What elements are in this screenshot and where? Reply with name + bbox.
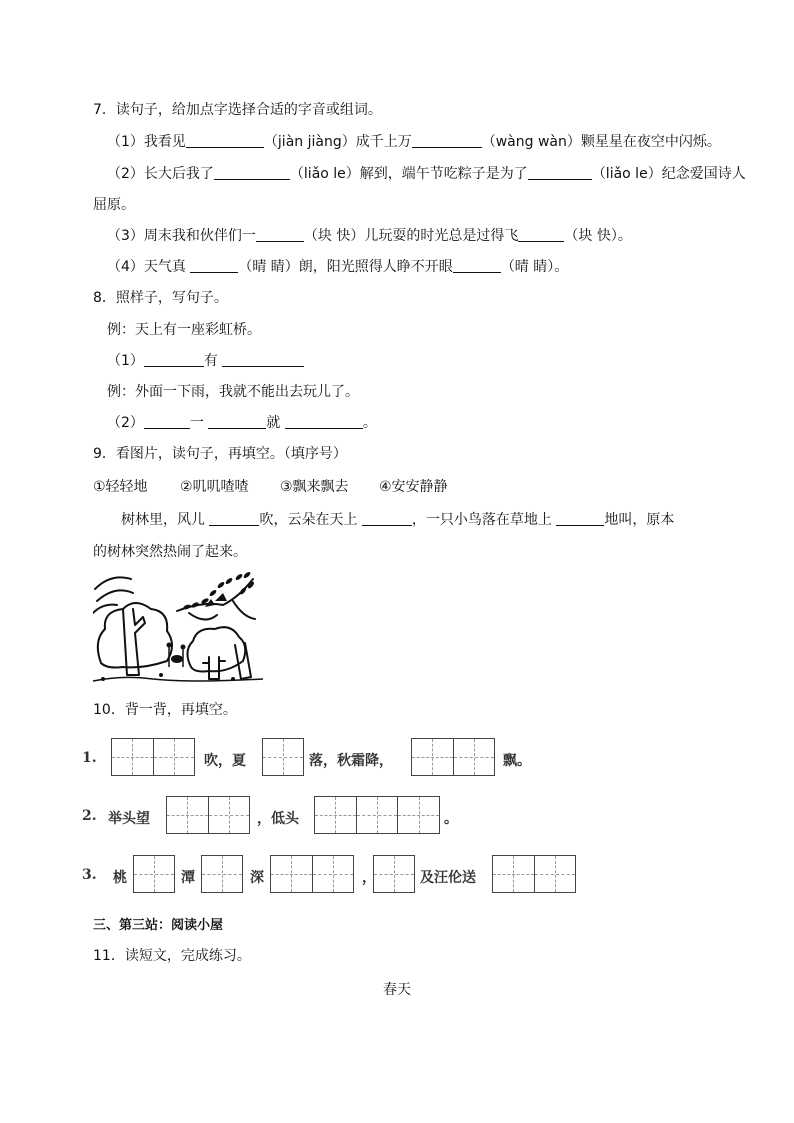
- q10-r3-box-1[interactable]: [133, 855, 175, 893]
- q7-s3-text-c: （块 快）。: [564, 228, 632, 244]
- q7-s1-text-b: （jiàn jiàng）成千上万: [263, 134, 412, 150]
- q7-s1-text-a: （1）我看见: [107, 134, 186, 150]
- q10-r3-text-2: 潭: [181, 870, 195, 886]
- q7-s2-text-a: （2）长大后我了: [107, 166, 214, 182]
- q7-sentence-2-cont: 屈原。: [93, 197, 135, 213]
- q10-row-3-number: 3.: [82, 867, 97, 883]
- q8-l1-blank-1[interactable]: [144, 352, 204, 367]
- q10-r1-text-2: 落，秋霜降，: [309, 753, 393, 769]
- q8-l2-blank-3[interactable]: [285, 414, 363, 429]
- q7-s2-text-c: （liǎo le）纪念爱国诗人: [591, 166, 746, 182]
- q8-l2-text-c: 就: [266, 415, 285, 431]
- q8-example-2: 例：外面一下雨，我就不能出去玩儿了。: [107, 384, 359, 400]
- q8-line-2: [107, 413, 377, 433]
- q8-title: 8．照样子，写句子。: [93, 290, 228, 306]
- q9-p1-text-d: 地叫，原本: [604, 512, 675, 528]
- passage-title: 春天: [383, 982, 411, 998]
- q7-s4-blank-2[interactable]: [453, 258, 501, 273]
- q7-sentence-2: [107, 164, 746, 184]
- q7-sentence-3: [107, 226, 632, 246]
- q7-s1-text-c: （wàng wàn）颗星星在夜空中闪烁。: [481, 134, 721, 150]
- q10-row-3: [0, 855, 794, 897]
- q10-r3-box-5[interactable]: [492, 855, 576, 893]
- q9-paragraph-line-2: 的树林突然热闹了起来。: [93, 544, 247, 560]
- q10-r2-box-1[interactable]: [166, 796, 250, 834]
- q10-r2-text-3: 。: [444, 811, 458, 827]
- q7-s1-blank-2[interactable]: [412, 133, 482, 148]
- q9-paragraph-line-1: [121, 510, 674, 530]
- q9-blank-2[interactable]: [362, 511, 412, 526]
- q10-r3-text-1: 桃: [113, 870, 127, 886]
- q9-option-3: ③飘来飘去: [280, 479, 349, 495]
- q7-s2-blank-2[interactable]: [528, 165, 592, 180]
- q7-s1-blank-1[interactable]: [186, 133, 264, 148]
- q10-r3-box-3[interactable]: [270, 855, 354, 893]
- q8-l2-blank-1[interactable]: [144, 414, 190, 429]
- q7-s4-text-b: （晴 睛）朗，阳光照得人睁不开眼: [238, 259, 453, 275]
- q9-blank-1[interactable]: [209, 511, 259, 526]
- q7-sentence-4: [107, 257, 568, 277]
- q7-title: 7．读句子，给加点字选择合适的字音或组词。: [93, 102, 382, 118]
- q7-s4-blank-1[interactable]: [190, 258, 238, 273]
- q9-p1-text-a: 树林里，风儿: [121, 512, 210, 528]
- q10-r2-text-2: ，低头: [257, 811, 299, 827]
- q9-blank-3[interactable]: [556, 511, 604, 526]
- q8-l1-text-b: 有: [203, 353, 223, 369]
- q10-r1-box-3[interactable]: [411, 738, 495, 776]
- q7-s2-blank-1[interactable]: [214, 165, 290, 180]
- q9-title: 9．看图片，读句子，再填空。（填序号）: [93, 446, 347, 462]
- q7-s2-text-b: （liǎo le）解到，端午节吃粽子是为了: [289, 166, 528, 182]
- q10-r1-text-3: 飘。: [503, 753, 531, 769]
- q9-option-1: ①轻轻地: [93, 479, 148, 495]
- q10-r3-box-2[interactable]: [201, 855, 243, 893]
- q7-s3-blank-1[interactable]: [256, 227, 304, 242]
- q10-row-2-number: 2.: [82, 808, 97, 824]
- q10-row-2: [0, 796, 794, 838]
- q11-title: 11．读短文，完成练习。: [93, 948, 251, 964]
- q10-r2-box-2[interactable]: [314, 796, 440, 834]
- q10-row-1-number: 1.: [82, 750, 97, 766]
- q9-p1-text-b: 吹，云朵在天上: [259, 512, 362, 528]
- q9-options: [93, 477, 448, 497]
- q8-example-1: 例：天上有一座彩虹桥。: [107, 322, 261, 338]
- q10-r3-text-5: 及汪伦送: [420, 870, 476, 886]
- q7-sentence-1: [107, 132, 721, 152]
- q7-s3-text-a: （3）周末我和伙伴们一: [107, 228, 256, 244]
- q8-l1-text-a: （1）: [107, 353, 144, 369]
- q8-l1-blank-2[interactable]: [222, 352, 304, 367]
- q10-title: 10．背一背，再填空。: [93, 702, 237, 718]
- q9-option-4: ④安安静静: [379, 479, 448, 495]
- q10-row-1: [0, 738, 794, 780]
- q8-l2-text-a: （2）: [107, 415, 144, 431]
- q10-r1-box-2[interactable]: [262, 738, 304, 776]
- q8-l2-text-d: 。: [362, 415, 377, 431]
- q8-l2-text-b: 一: [189, 415, 209, 431]
- section-3-heading: 三、第三站：阅读小屋: [93, 918, 224, 933]
- q9-p1-text-c: ，一只小鸟落在草地上: [411, 512, 557, 528]
- q10-r3-box-4[interactable]: [373, 855, 415, 893]
- q7-s3-text-b: （块 快）儿玩耍的时光总是过得飞: [303, 228, 519, 244]
- q7-s3-blank-2[interactable]: [518, 227, 564, 242]
- q8-l2-blank-2[interactable]: [208, 414, 266, 429]
- q7-s4-text-c: （晴 睛）。: [500, 259, 569, 275]
- q10-r2-text-1: 举头望: [108, 811, 150, 827]
- q8-line-1: [107, 351, 304, 371]
- q9-option-2: ②叽叽喳喳: [180, 479, 249, 495]
- q10-r3-text-4: ，: [362, 870, 376, 886]
- forest-scene-illustration: [93, 571, 263, 687]
- q10-r1-text-1: 吹，夏: [204, 753, 246, 769]
- q10-r1-box-1[interactable]: [111, 738, 195, 776]
- q10-r3-text-3: 深: [250, 870, 264, 886]
- q7-s4-text-a: （4）天气真: [107, 259, 191, 275]
